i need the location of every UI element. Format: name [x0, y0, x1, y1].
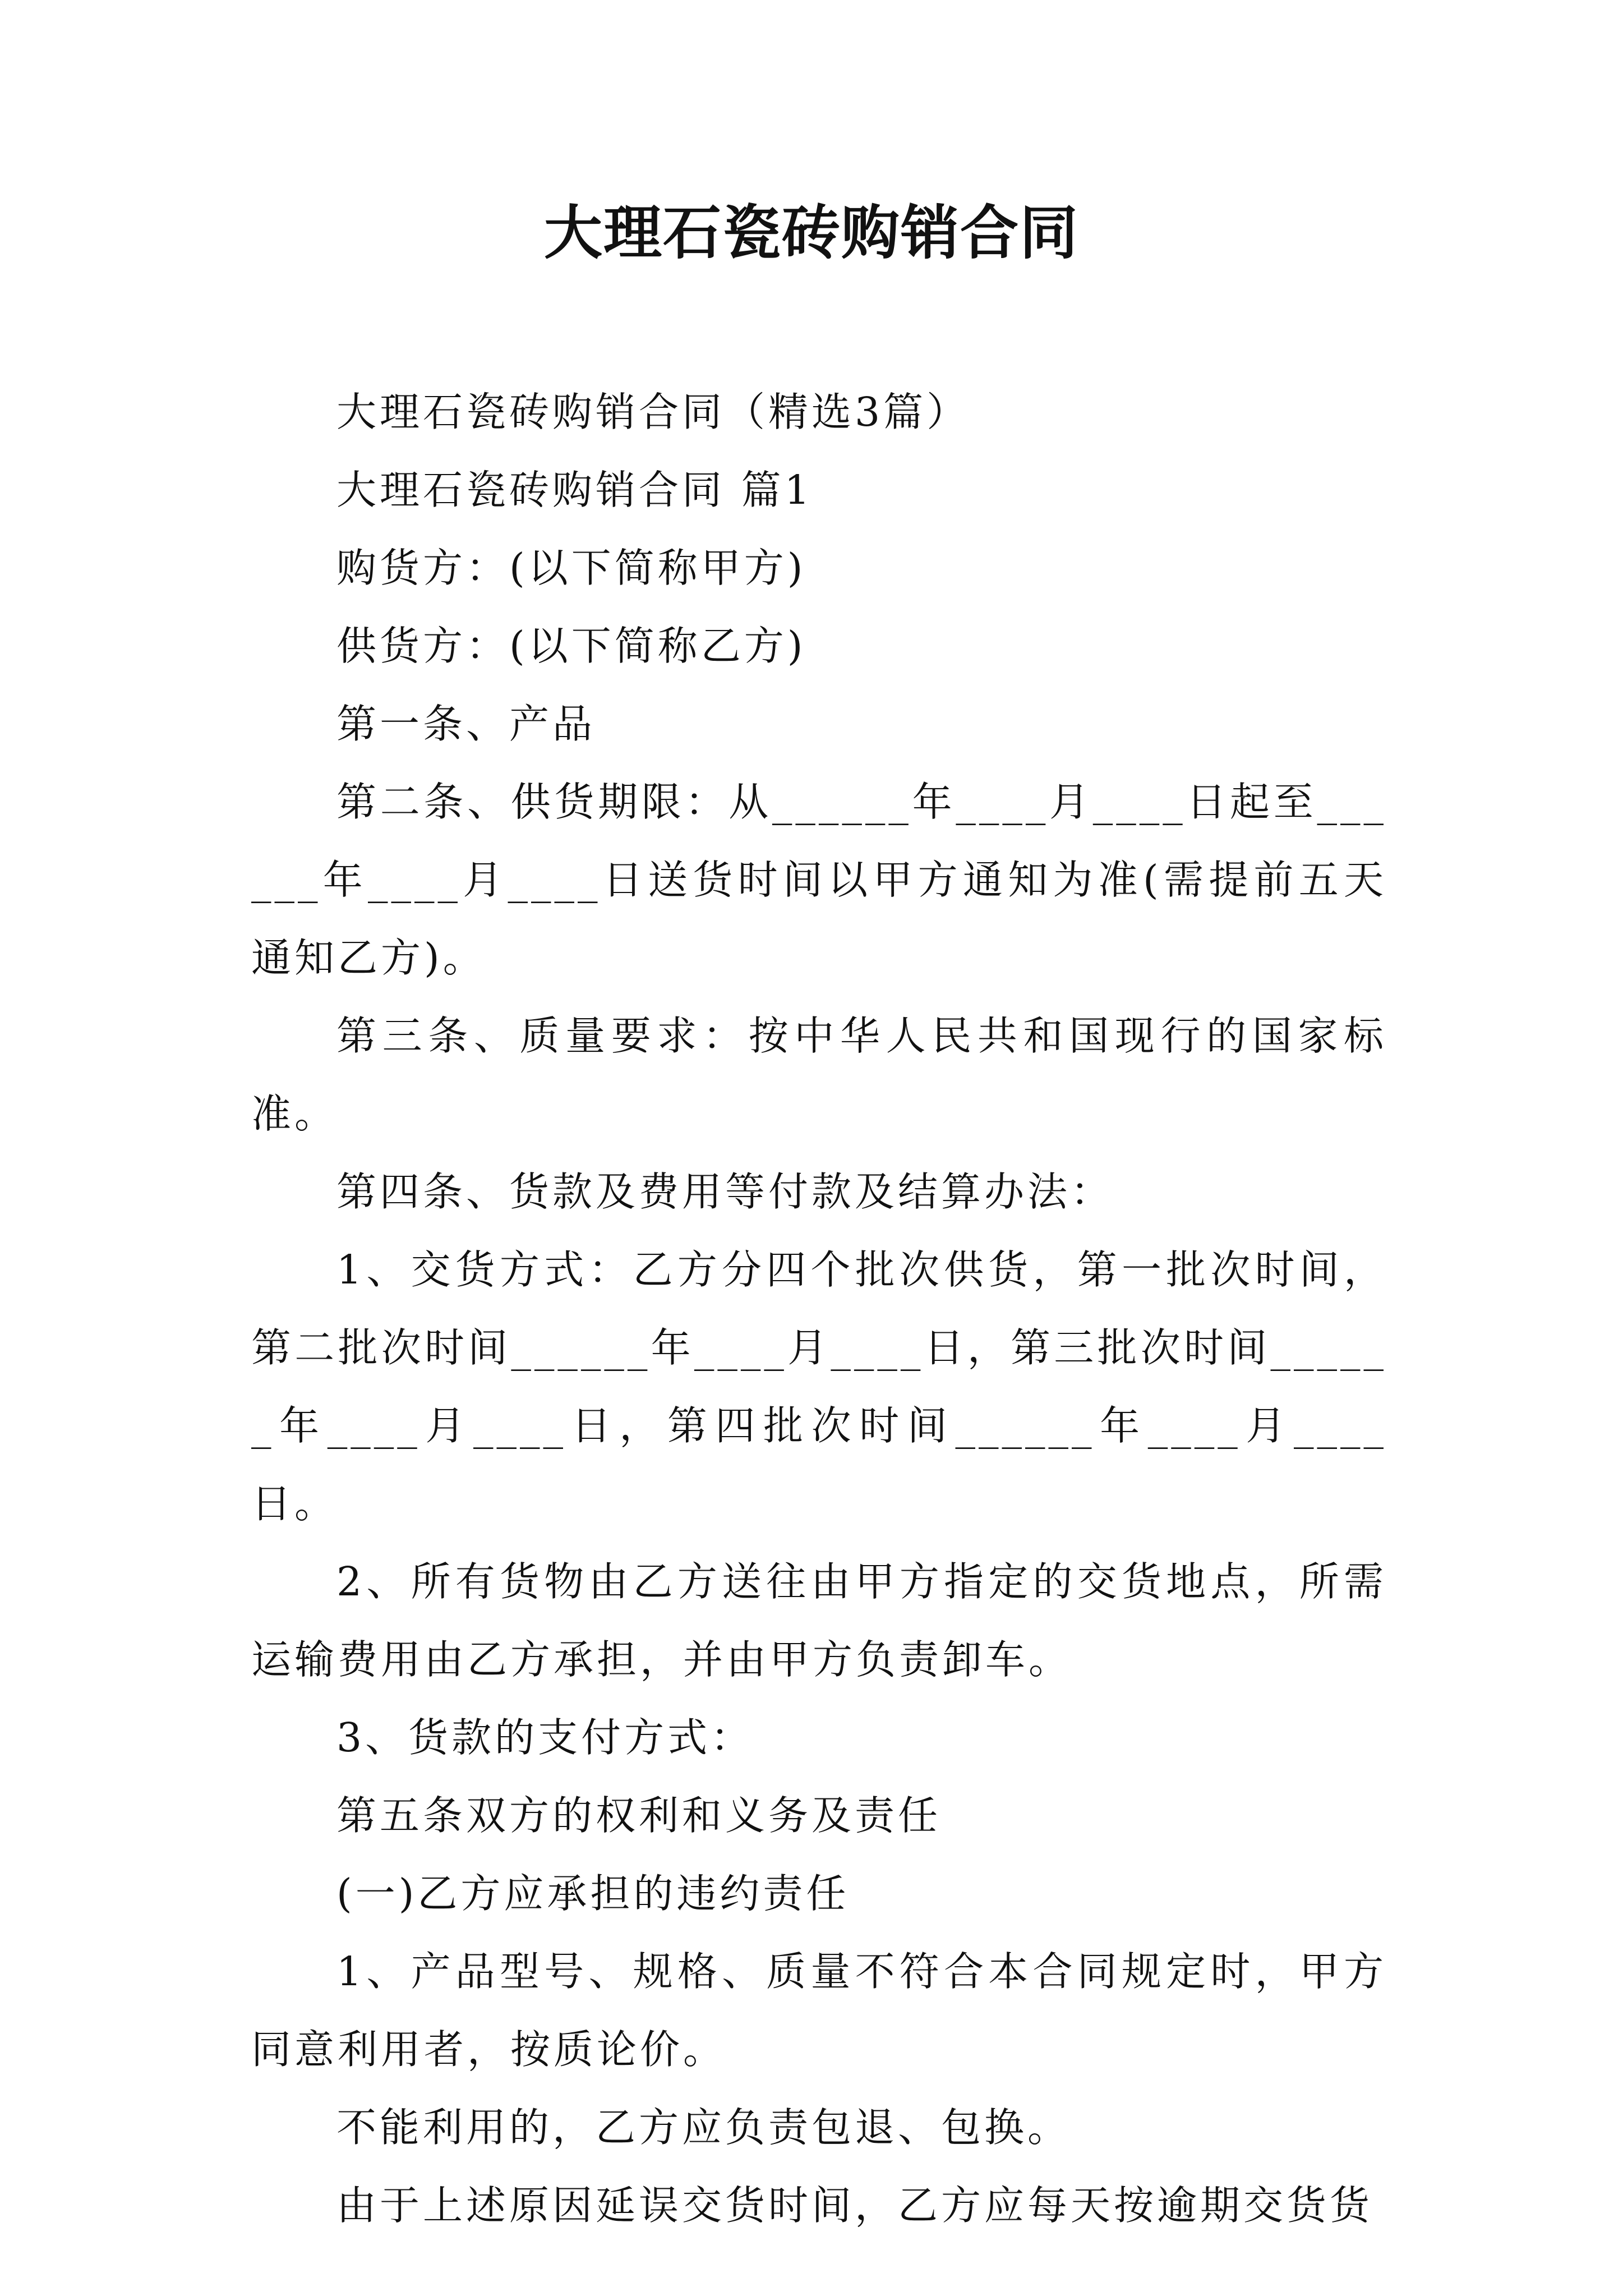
paragraph-section-heading: 大理石瓷砖购销合同 篇1: [336, 467, 813, 513]
paragraph-delivery-method: 1、交货方式：乙方分四个批次供货，第一批次时间，第二批次时间______年____月____日，第三批次时间______年____月____日，第四批次时间______年____月____日。: [251, 1246, 1387, 1527]
paragraph-article-3: 第三条、质量要求：按中华人民共和国现行的国家标准。: [251, 1013, 1387, 1137]
paragraph-subtitle: 大理石瓷砖购销合同（精选3篇）: [336, 389, 970, 435]
paragraph-article-4: 第四条、货款及费用等付款及结算办法：: [336, 1168, 1114, 1215]
paragraph-payment-method: 3、货款的支付方式：: [336, 1714, 754, 1761]
paragraph-delivery-location: 2、所有货物由乙方送往由甲方指定的交货地点，所需运输费用由乙方承担，并由甲方负责卸车。: [251, 1558, 1387, 1683]
paragraph-buyer: 购货方：(以下简称甲方): [336, 545, 806, 591]
paragraph-article-1: 第一条、产品: [336, 701, 596, 747]
paragraph-liability-1: 1、产品型号、规格、质量不符合本合同规定时，甲方同意利用者，按质论价。: [251, 1948, 1387, 2073]
paragraph-article-5: 第五条双方的权利和义务及责任: [336, 1792, 942, 1839]
document-title: 大理石瓷砖购销合同: [543, 198, 1079, 267]
paragraph-article-2: 第二条、供货期限：从______年____月____日起至______年____月____日送货时间以甲方通知为准(需提前五天通知乙方)。: [251, 779, 1387, 981]
paragraph-supplier: 供货方：(以下简称乙方): [336, 623, 806, 669]
paragraph-liability-heading: (一)乙方应承担的违约责任: [336, 1870, 850, 1917]
paragraph-return-exchange: 不能利用的，乙方应负责包退、包换。: [336, 2104, 1071, 2151]
document-body: [251, 373, 1387, 2244]
paragraph-delay: 由于上述原因延误交货时间，乙方应每天按逾期交货货: [336, 2182, 1373, 2229]
